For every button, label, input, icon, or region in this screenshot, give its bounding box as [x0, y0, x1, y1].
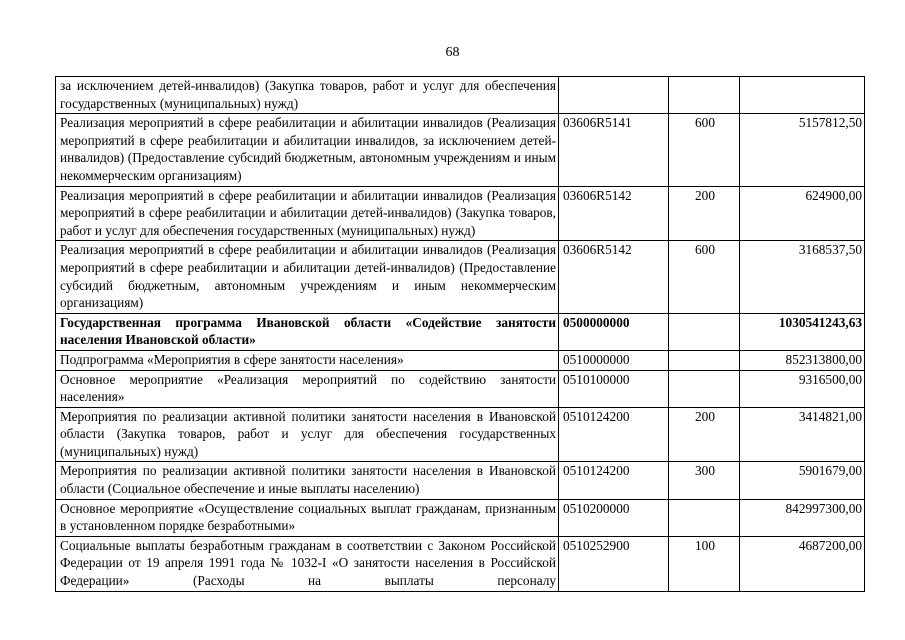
row-sum: [740, 77, 865, 114]
table-row: [56, 536, 865, 591]
row-sum: 4687200,00: [740, 536, 865, 591]
row-name: Реализация мероприятий в сфере реабилитации и абилитации инвалидов (Реализация мероприятий в сфере реабилитации и абилитации детей-инвалидов) (Закупка товаров, работ и услуг для обеспечения государственных (муниципальных) нужд): [56, 186, 559, 241]
table-row: [56, 370, 865, 407]
budget-table-body: [56, 77, 865, 592]
row-expense-type: 100: [669, 536, 740, 591]
table-row: [56, 350, 865, 370]
row-expense-type: [669, 350, 740, 370]
row-sum: 1030541243,63: [740, 313, 865, 350]
row-expense-type: 600: [669, 114, 740, 186]
row-sum: 3414821,00: [740, 407, 865, 462]
row-name: Социальные выплаты безработным гражданам в соответствии с Законом Российской Федерации от 19 апреля 1991 года № 1032-I «О занятости населения в Российской Федерации» (Расходы на выплаты персоналу: [56, 536, 559, 591]
table-row: [56, 77, 865, 114]
row-code: 0510200000: [559, 499, 669, 536]
row-code: 0510000000: [559, 350, 669, 370]
row-expense-type: 600: [669, 241, 740, 313]
row-sum: 9316500,00: [740, 370, 865, 407]
row-name: Государственная программа Ивановской области «Содействие занятости населения Ивановской области»: [56, 313, 559, 350]
row-expense-type: 300: [669, 462, 740, 499]
row-sum: 5901679,00: [740, 462, 865, 499]
row-expense-type: [669, 370, 740, 407]
row-expense-type: 200: [669, 186, 740, 241]
table-row-program: [56, 313, 865, 350]
row-code: 03606R5141: [559, 114, 669, 186]
row-expense-type: 200: [669, 407, 740, 462]
table-row: [56, 499, 865, 536]
row-name: за исключением детей-инвалидов) (Закупка товаров, работ и услуг для обеспечения государственных (муниципальных) нужд): [56, 77, 559, 114]
row-code: 03606R5142: [559, 241, 669, 313]
row-expense-type: [669, 77, 740, 114]
table-row: [56, 462, 865, 499]
row-code: 0500000000: [559, 313, 669, 350]
row-sum: 842997300,00: [740, 499, 865, 536]
row-expense-type: [669, 313, 740, 350]
row-sum: 852313800,00: [740, 350, 865, 370]
table-row: [56, 186, 865, 241]
table-row: [56, 114, 865, 186]
row-name: Подпрограмма «Мероприятия в сфере занятости населения»: [56, 350, 559, 370]
row-code: [559, 77, 669, 114]
row-sum: 5157812,50: [740, 114, 865, 186]
row-name: Основное мероприятие «Реализация мероприятий по содействию занятости населения»: [56, 370, 559, 407]
row-code: 0510124200: [559, 407, 669, 462]
row-code: 0510100000: [559, 370, 669, 407]
row-code: 0510124200: [559, 462, 669, 499]
row-sum: 3168537,50: [740, 241, 865, 313]
row-sum: 624900,00: [740, 186, 865, 241]
row-code: 03606R5142: [559, 186, 669, 241]
row-name: Мероприятия по реализации активной политики занятости населения в Ивановской области (Закупка товаров, работ и услуг для обеспечения государственных (муниципальных) нужд): [56, 407, 559, 462]
row-name: Основное мероприятие «Осуществление социальных выплат гражданам, признанным в установленном порядке безработными»: [56, 499, 559, 536]
row-name: Реализация мероприятий в сфере реабилитации и абилитации инвалидов (Реализация мероприятий в сфере реабилитации и абилитации детей-инвалидов) (Предоставление субсидий бюджетным, автономным учреждениям и иным некоммерческим организациям): [56, 241, 559, 313]
row-name: Реализация мероприятий в сфере реабилитации и абилитации инвалидов (Реализация мероприятий в сфере реабилитации и абилитации инвалидов, за исключением детей-инвалидов) (Предоставление субсидий бюджетным, автономным учреждениям и иным некоммерческим организациям): [56, 114, 559, 186]
row-code: 0510252900: [559, 536, 669, 591]
table-row: [56, 407, 865, 462]
page-number: 68: [445, 45, 460, 60]
table-row: [56, 241, 865, 313]
row-name: Мероприятия по реализации активной политики занятости населения в Ивановской области (Социальное обеспечение и иные выплаты населению): [56, 462, 559, 499]
budget-table: [55, 76, 865, 592]
row-expense-type: [669, 499, 740, 536]
